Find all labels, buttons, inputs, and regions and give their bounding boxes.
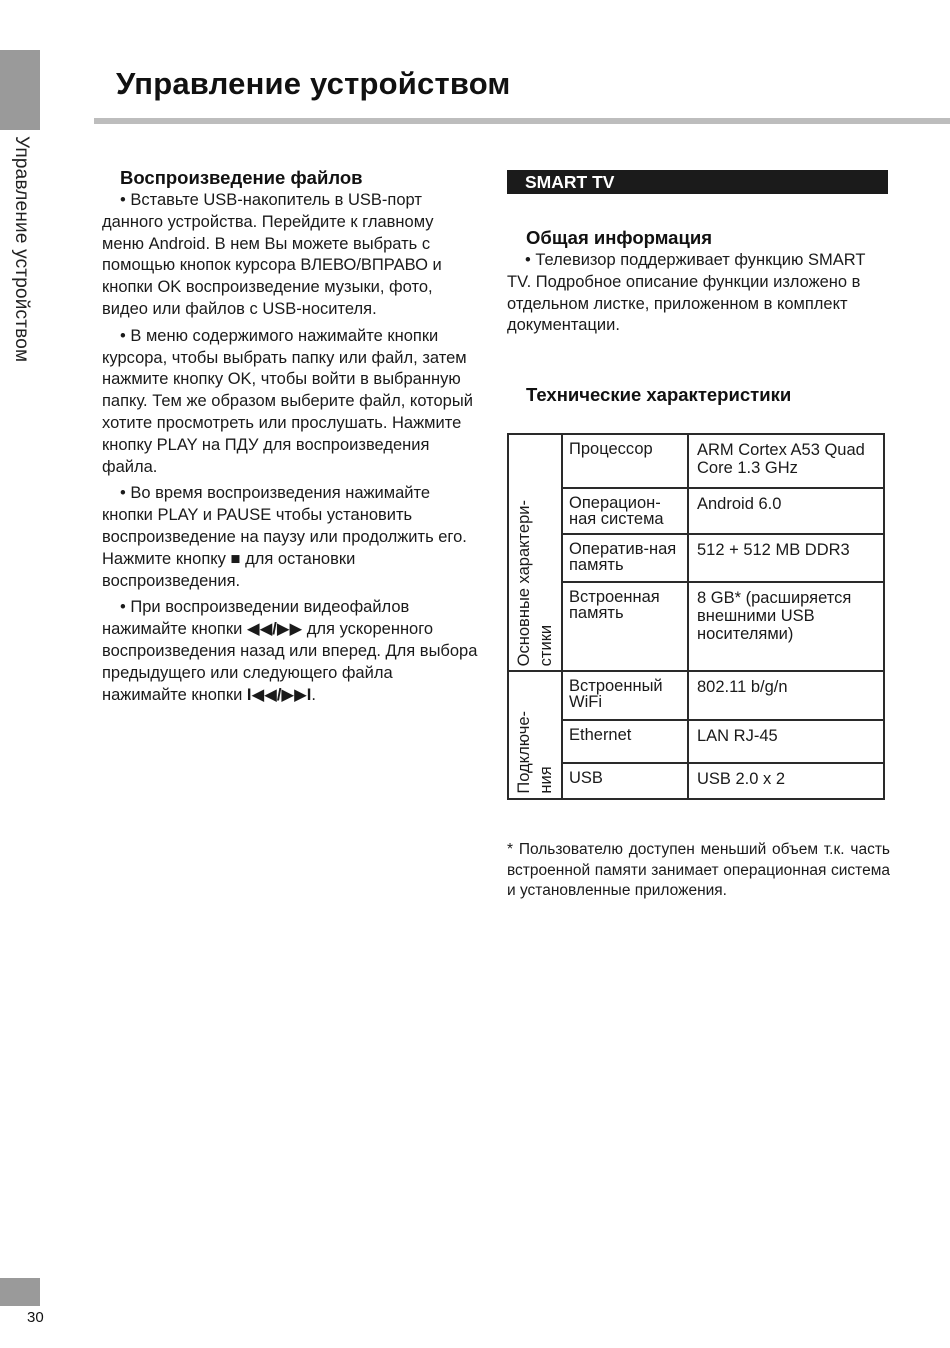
- param-cell: Оператив-ная память: [562, 534, 688, 582]
- group-main-label: Основные характери- стики: [515, 499, 555, 666]
- specs-heading: Технические характеристики: [526, 384, 792, 406]
- page-corner-marker: [0, 1278, 40, 1306]
- value-cell: 512 + 512 MB DDR3: [688, 534, 884, 582]
- title-divider: [94, 118, 950, 124]
- smart-tv-bar: SMART TV: [507, 170, 888, 194]
- side-tab-marker: [0, 50, 40, 130]
- value-cell: 802.11 b/g/n: [688, 671, 884, 720]
- table-row: [508, 434, 884, 488]
- playback-paragraph-3: [102, 483, 480, 592]
- page-title: Управление устройством: [116, 66, 511, 101]
- playback-section: [102, 166, 480, 711]
- smart-tv-section: [507, 170, 890, 407]
- specs-table: [507, 433, 885, 800]
- playback-p3-text-b: для остановки воспроизведения.: [102, 549, 356, 590]
- table-row: [508, 720, 884, 763]
- rewind-forward-icon: ◀◀/▶▶: [246, 620, 303, 639]
- group-conn-label: Подключе- ния: [515, 711, 555, 794]
- playback-p4-text-a: • При воспроизведении видеофайлов нажимайте кнопки: [102, 598, 410, 639]
- playback-paragraph-2: • В меню содержимого нажимайте кнопки курсора, чтобы выбрать папку или файл, затем нажмите кнопку OK, чтобы войти в выбранную папку. Тем же образом выберите файл, который хотите просмотреть или прослушать. Нажмите кнопку PLAY на ПДУ для воспроизведения файла.: [102, 326, 473, 476]
- value-cell: Android 6.0: [688, 488, 884, 534]
- playback-paragraph-4: [102, 597, 480, 706]
- group-main-cell: [508, 434, 562, 671]
- table-row: [508, 488, 884, 534]
- param-cell: Ethernet: [562, 720, 688, 763]
- param-cell: Встроенный WiFi: [562, 671, 688, 720]
- value-cell: USB 2.0 x 2: [688, 763, 884, 799]
- table-row: [508, 534, 884, 582]
- playback-p4-text-b: для ускоренного воспроизведения назад или вперед. Для выбора предыдущего или следующего файла нажимайте кнопки: [102, 620, 478, 704]
- footnote: * Пользователю доступен меньший объем т.к. часть встроенной памяти занимает операционная система и установленные приложения.: [507, 841, 890, 899]
- playback-heading: Воспроизведение файлов: [120, 167, 363, 188]
- value-cell: 8 GB* (расширяется внешними USB носителями): [688, 582, 884, 671]
- table-row: [508, 763, 884, 799]
- general-info-text: • Телевизор поддерживает функцию SMART TV. Подробное описание функции изложено в отдельном листке, приложенном в комплект документации.: [507, 251, 866, 335]
- param-cell: Процессор: [562, 434, 688, 488]
- general-info-heading: Общая информация: [526, 227, 712, 248]
- param-cell: Встроенная память: [562, 582, 688, 671]
- side-section-label: Управление устройством: [11, 136, 32, 363]
- param-cell: USB: [562, 763, 688, 799]
- param-cell: Операцион-ная система: [562, 488, 688, 534]
- page-number: 30: [27, 1309, 44, 1326]
- table-row: [508, 671, 884, 720]
- playback-p3-text-a: • Во время воспроизведения нажимайте кнопки PLAY и PAUSE чтобы установить воспроизведение на паузу или продолжить его. Нажмите кнопку: [102, 484, 467, 568]
- prev-next-icon: I◀◀/▶▶I: [246, 685, 312, 704]
- stop-icon: ■: [230, 549, 241, 568]
- group-conn-cell: [508, 671, 562, 799]
- playback-p4-text-c: .: [311, 685, 316, 704]
- playback-paragraph-1: • Вставьте USB-накопитель в USB-порт данного устройства. Перейдите к главному меню Android. В нем Вы можете выбрать с помощью кнопок курсора ВЛЕВО/ВПРАВО и кнопки OK воспроизведение музыки, фото, видео или файлов с USB-носителя.: [102, 191, 442, 318]
- value-cell: ARM Cortex A53 Quad Core 1.3 GHz: [688, 434, 884, 488]
- table-row: [508, 582, 884, 671]
- value-cell: LAN RJ-45: [688, 720, 884, 763]
